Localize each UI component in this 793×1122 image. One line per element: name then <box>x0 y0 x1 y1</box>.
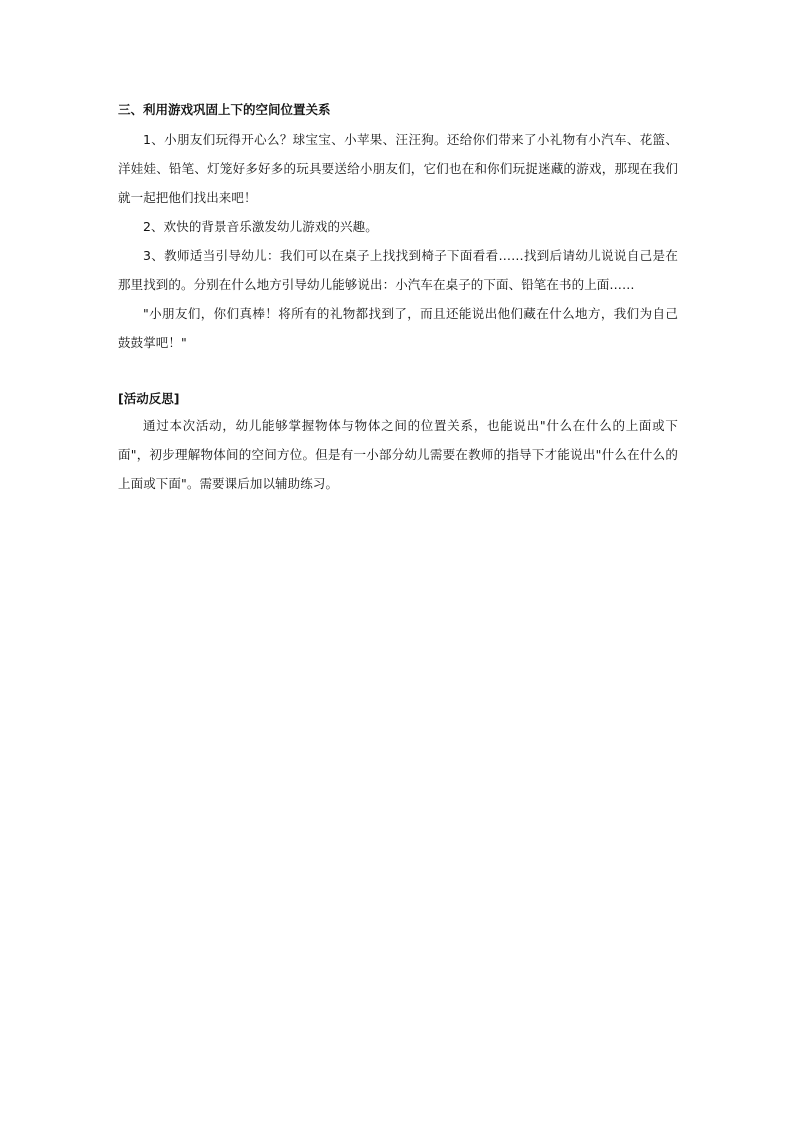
section-spacer <box>118 357 678 389</box>
reflection-heading: [活动反思] <box>118 391 180 406</box>
paragraph: 通过本次活动，幼儿能够掌握物体与物体之间的位置关系，也能说出"什么在什么的上面或下面"，初步理解物体间的空间方位。但是有一小部分幼儿需要在教师的指导下才能说出"什么在什么的上面或下面"。需要课后加以辅助练习。 <box>118 418 678 491</box>
paragraph: 3、教师适当引导幼儿：我们可以在桌子上找找到椅子下面看看……找到后请幼儿说说自己是在那里找到的。分别在什么地方引导幼儿能够说出：小汽车在桌子的下面、铅笔在书的上面…… <box>118 248 678 292</box>
document-content <box>118 100 678 498</box>
section-heading: 三、利用游戏巩固上下的空间位置关系 <box>118 102 331 117</box>
paragraph: "小朋友们，你们真棒！将所有的礼物都找到了，而且还能说出他们藏在什么地方，我们为自己鼓鼓掌吧！" <box>118 306 678 350</box>
paragraph: 2、欢快的背景音乐激发幼儿游戏的兴趣。 <box>143 219 378 234</box>
paragraph: 1、小朋友们玩得开心么？球宝宝、小苹果、汪汪狗。还给你们带来了小礼物有小汽车、花篮、洋娃娃、铅笔、灯笼好多好多的玩具要送给小朋友们，它们也在和你们玩捉迷藏的游戏，那现在我们就一起把他们找出来吧！ <box>118 132 678 205</box>
